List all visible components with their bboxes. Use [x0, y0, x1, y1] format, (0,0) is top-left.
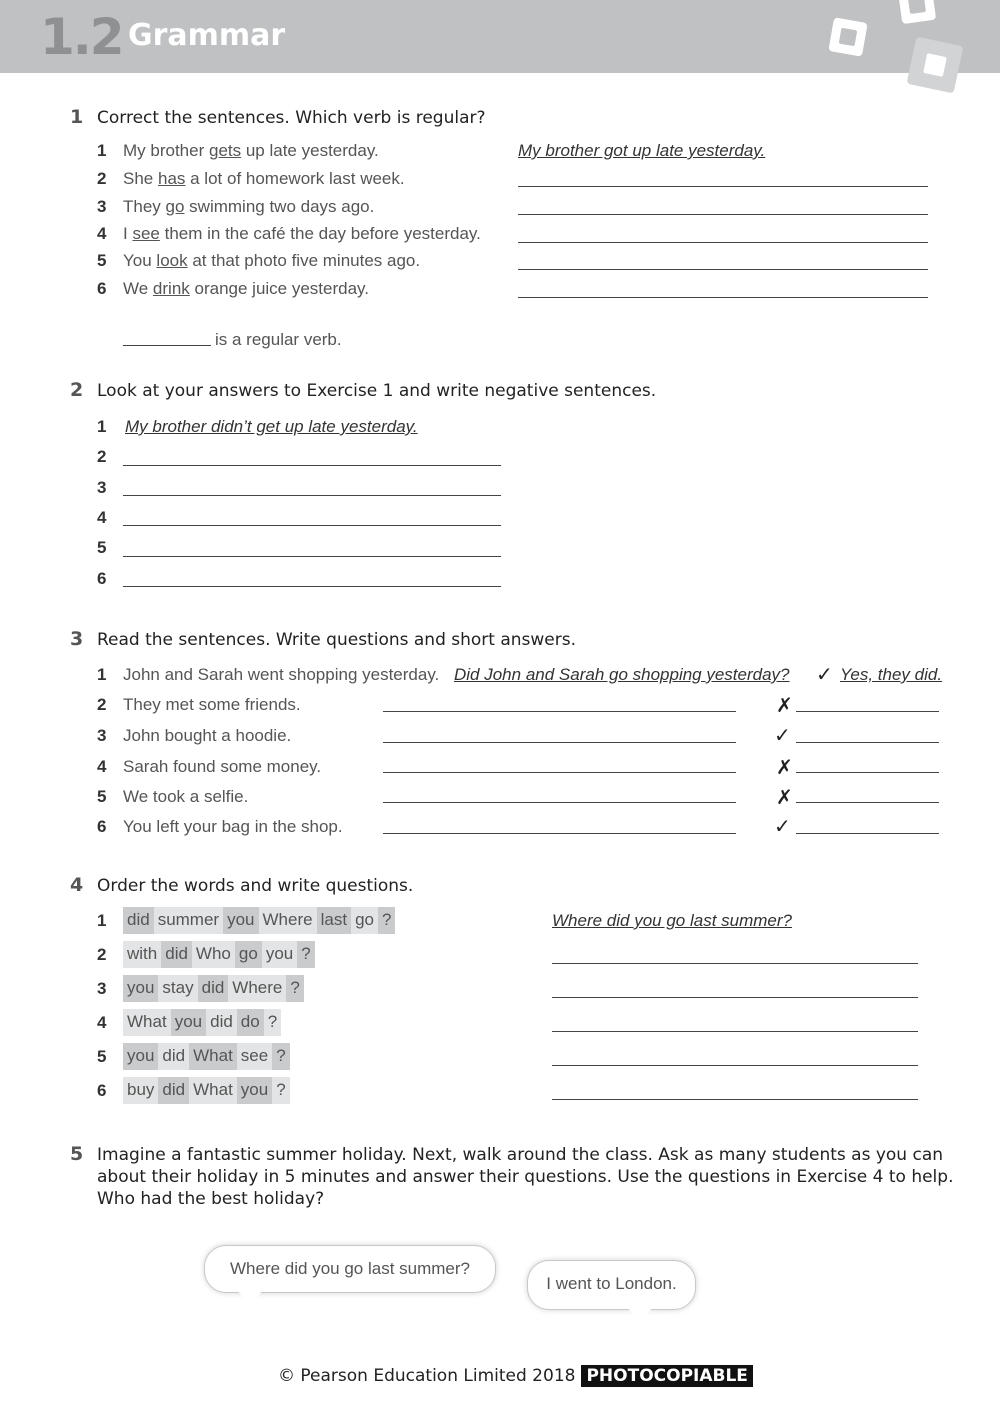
short-answer-line[interactable]: [796, 802, 939, 803]
answer-line[interactable]: [518, 269, 928, 270]
word-chips: [123, 941, 315, 968]
answer-line[interactable]: [552, 963, 918, 964]
answer-line[interactable]: [518, 214, 928, 215]
item-number: 4: [97, 1013, 107, 1032]
short-answer-line[interactable]: [796, 711, 939, 712]
item-sentence: They met some friends.: [123, 695, 301, 714]
word-chip[interactable]: did: [158, 1077, 189, 1104]
item-sentence: My brother gets up late yesterday.: [123, 141, 379, 160]
underlined-verb: gets: [208, 141, 242, 160]
underlined-verb: drink: [152, 279, 190, 298]
item-number: 4: [97, 224, 107, 243]
underlined-verb: go: [165, 197, 185, 216]
exercise-instruction: Correct the sentences. Which verb is regular?: [97, 108, 486, 128]
answer-line[interactable]: [123, 495, 501, 496]
word-chip[interactable]: you: [262, 941, 297, 968]
item-number: 5: [97, 1047, 107, 1066]
word-chips: [123, 1077, 290, 1104]
answer-line[interactable]: [518, 186, 928, 187]
item-number: 4: [97, 757, 107, 776]
answer-line[interactable]: [123, 556, 501, 557]
word-chip[interactable]: Who: [192, 941, 235, 968]
item-sentence: She has a lot of homework last week.: [123, 169, 405, 188]
item-number: 1: [97, 665, 107, 684]
exercise-number: 2: [70, 379, 84, 401]
item-sentence: I see them in the café the day before yesterday.: [123, 224, 481, 243]
word-chip[interactable]: you: [237, 1077, 272, 1104]
example-question: Did John and Sarah go shopping yesterday?: [454, 665, 790, 684]
word-chip[interactable]: What: [123, 1009, 171, 1036]
short-answer-line[interactable]: [796, 772, 939, 773]
item-sentence: John bought a hoodie.: [123, 726, 292, 745]
word-chip[interactable]: you: [123, 1043, 158, 1070]
word-chip[interactable]: did: [161, 941, 192, 968]
exercise-instruction: Read the sentences. Write questions and short answers.: [97, 630, 577, 650]
check-mark-icon: ✓: [774, 814, 791, 838]
word-chip[interactable]: Where: [259, 907, 317, 934]
item-sentence: They go swimming two days ago.: [123, 197, 375, 216]
word-chip[interactable]: did: [123, 907, 154, 934]
answer-line[interactable]: [552, 1031, 918, 1032]
word-chip[interactable]: ?: [378, 907, 395, 934]
word-chip[interactable]: ?: [264, 1009, 281, 1036]
answer-line[interactable]: [552, 1099, 918, 1100]
answer-line[interactable]: [518, 297, 928, 298]
page-header: [0, 0, 1000, 73]
item-sentence: John and Sarah went shopping yesterday.: [123, 665, 440, 684]
answer-line[interactable]: [552, 1065, 918, 1066]
bubble-text: I went to London.: [546, 1274, 677, 1293]
word-chip[interactable]: you: [171, 1009, 206, 1036]
word-chip[interactable]: did: [206, 1009, 237, 1036]
word-chips: [123, 1043, 290, 1070]
item-number: 2: [97, 169, 107, 188]
word-chip[interactable]: go: [235, 941, 262, 968]
lesson-number: 1.2: [40, 8, 123, 66]
speech-bubble-tail: [628, 1308, 652, 1324]
item-number: 2: [97, 447, 107, 466]
word-chips: [123, 907, 395, 934]
page-title: Grammar: [128, 18, 286, 53]
item-number: 3: [97, 197, 107, 216]
word-chip[interactable]: did: [158, 1043, 189, 1070]
speech-bubble-answer: [527, 1260, 696, 1310]
check-mark-icon: ✓: [816, 662, 833, 686]
item-sentence: We drink orange juice yesterday.: [123, 279, 370, 298]
word-chip[interactable]: do: [237, 1009, 264, 1036]
item-number: 1: [97, 417, 107, 436]
example-answer: My brother didn’t get up late yesterday.: [125, 417, 418, 436]
word-chip[interactable]: last: [317, 907, 351, 934]
footer: [278, 1365, 753, 1387]
word-chip[interactable]: Where: [228, 975, 286, 1002]
question-line[interactable]: [383, 711, 736, 712]
word-chip[interactable]: What: [189, 1077, 237, 1104]
item-number: 1: [97, 141, 107, 160]
item-number: 3: [97, 726, 107, 745]
speech-bubble-question: [204, 1245, 496, 1293]
item-number: 4: [97, 508, 107, 527]
word-chip[interactable]: ?: [272, 1077, 289, 1104]
square-decoration-icon: [898, 0, 936, 24]
word-chips: [123, 1009, 281, 1036]
word-chip[interactable]: buy: [123, 1077, 158, 1104]
word-chip[interactable]: ?: [286, 975, 303, 1002]
exercise-instruction-line: about their holiday in 5 minutes and answer their questions. Use the questions in Exercise 4 to help.: [97, 1167, 954, 1187]
cross-mark-icon: ✗: [776, 785, 793, 809]
question-line[interactable]: [383, 802, 736, 803]
answer-line[interactable]: [518, 242, 928, 243]
regular-verb-text: is a regular verb.: [215, 330, 342, 349]
underlined-verb: see: [132, 224, 160, 243]
item-number: 6: [97, 817, 107, 836]
example-answer: Where did you go last summer?: [552, 911, 792, 930]
answer-line[interactable]: [123, 586, 501, 587]
copyright: © Pearson Education Limited 2018: [278, 1366, 576, 1386]
exercise-number: 1: [70, 106, 84, 128]
check-mark-icon: ✓: [774, 723, 791, 747]
word-chip[interactable]: with: [123, 941, 161, 968]
speech-bubble-tail: [238, 1291, 262, 1307]
answer-line[interactable]: [123, 525, 501, 526]
underlined-verb: has: [157, 169, 186, 188]
exercise-instruction-line: Who had the best holiday?: [97, 1189, 325, 1209]
item-number: 3: [97, 979, 107, 998]
word-chip[interactable]: you: [123, 975, 158, 1002]
item-number: 2: [97, 945, 107, 964]
item-number: 2: [97, 695, 107, 714]
regular-verb-blank[interactable]: [123, 345, 211, 346]
cross-mark-icon: ✗: [776, 755, 793, 779]
bubble-text: Where did you go last summer?: [230, 1259, 470, 1278]
exercise-number: 5: [70, 1143, 84, 1165]
square-decoration-icon: [907, 37, 964, 94]
cross-mark-icon: ✗: [776, 693, 793, 717]
word-chip[interactable]: did: [198, 975, 229, 1002]
word-chip[interactable]: ?: [297, 941, 314, 968]
item-number: 5: [97, 251, 107, 270]
item-number: 6: [97, 569, 107, 588]
item-number: 1: [97, 911, 107, 930]
item-number: 5: [97, 538, 107, 557]
exercise-number: 4: [70, 874, 84, 896]
item-number: 6: [97, 1081, 107, 1100]
exercise-instruction-line: Imagine a fantastic summer holiday. Next, walk around the class. Ask as many students as you can: [97, 1145, 944, 1165]
short-answer-line[interactable]: [796, 833, 939, 834]
exercise-instruction: Order the words and write questions.: [97, 876, 414, 896]
underlined-verb: look: [156, 251, 188, 270]
word-chip[interactable]: go: [351, 907, 378, 934]
question-line[interactable]: [383, 772, 736, 773]
answer-line[interactable]: [123, 465, 501, 466]
item-number: 5: [97, 787, 107, 806]
example-answer: My brother got up late yesterday.: [518, 141, 766, 160]
word-chip[interactable]: ?: [272, 1043, 289, 1070]
question-line[interactable]: [383, 833, 736, 834]
square-decoration-icon: [828, 17, 867, 56]
item-number: 6: [97, 279, 107, 298]
example-short-answer: Yes, they did.: [840, 665, 943, 684]
item-sentence: You look at that photo five minutes ago.: [123, 251, 421, 270]
word-chip[interactable]: see: [237, 1043, 272, 1070]
word-chip[interactable]: you: [223, 907, 258, 934]
exercise-number: 3: [70, 628, 84, 650]
item-sentence: Sarah found some money.: [123, 757, 322, 776]
item-sentence: You left your bag in the shop.: [123, 817, 343, 836]
answer-line[interactable]: [552, 997, 918, 998]
item-sentence: We took a selfie.: [123, 787, 249, 806]
item-number: 3: [97, 478, 107, 497]
exercise-instruction: Look at your answers to Exercise 1 and write negative sentences.: [97, 381, 657, 401]
word-chips: [123, 975, 304, 1002]
word-chip[interactable]: stay: [158, 975, 197, 1002]
photocopiable-badge: PHOTOCOPIABLE: [581, 1365, 752, 1387]
short-answer-line[interactable]: [796, 742, 939, 743]
word-chip[interactable]: What: [189, 1043, 237, 1070]
question-line[interactable]: [383, 742, 736, 743]
word-chip[interactable]: summer: [154, 907, 223, 934]
